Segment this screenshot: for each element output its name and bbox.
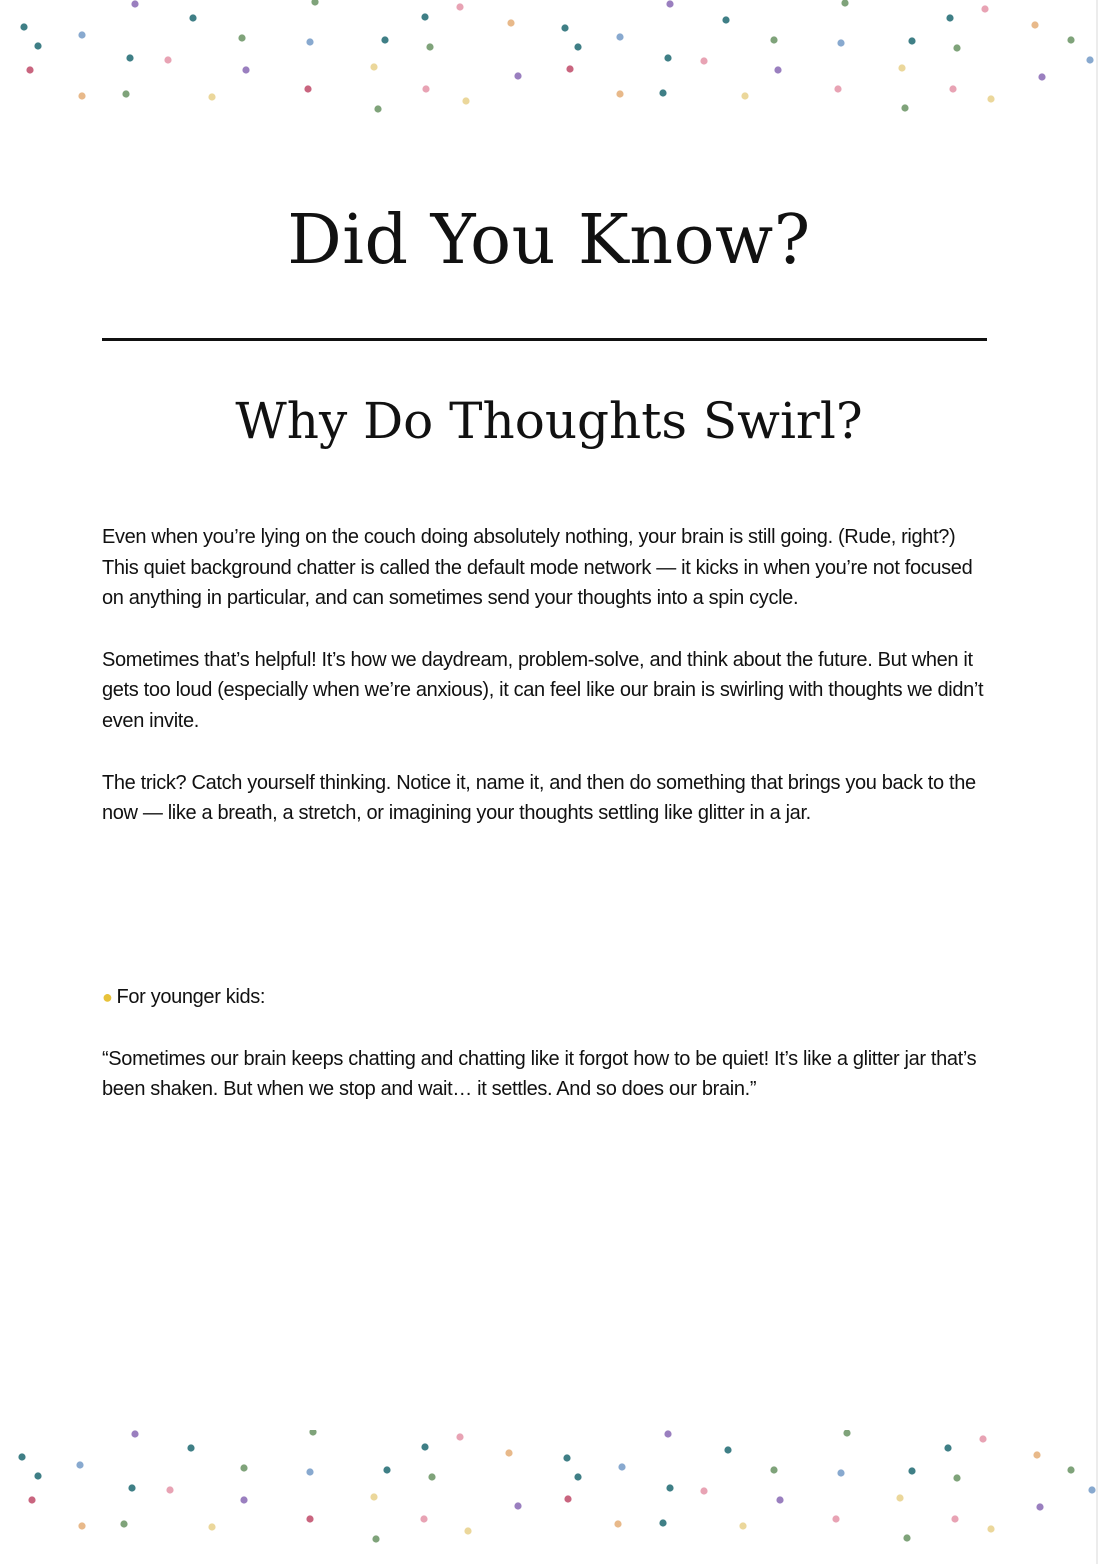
confetti-dot [76, 1461, 83, 1468]
confetti-dot [616, 90, 623, 97]
confetti-dot [131, 0, 138, 7]
confetti-dot [464, 1527, 471, 1534]
confetti-dot [949, 85, 956, 92]
confetti-dot [574, 1473, 581, 1480]
confetti-dot [370, 63, 377, 70]
confetti-dot [700, 1487, 707, 1494]
confetti-dot [700, 57, 707, 64]
confetti-dot [1038, 73, 1045, 80]
confetti-dot [561, 24, 568, 31]
article-body [102, 522, 992, 860]
confetti-dot [311, 0, 318, 6]
paragraph-3: The trick? Catch yourself thinking. Notice it, name it, and then do something that brings you back to the now — like a breath, a stretch, or imagining your thoughts settling like glitter in a jar. [102, 771, 976, 825]
confetti-dot [208, 1523, 215, 1530]
confetti-dot [120, 1520, 127, 1527]
confetti-dot [306, 1515, 313, 1522]
confetti-bottom-border [0, 1430, 1098, 1555]
confetti-dot [1033, 1451, 1040, 1458]
confetti-dot [166, 1486, 173, 1493]
confetti-dot [659, 1519, 666, 1526]
confetti-dot [616, 33, 623, 40]
confetti-dot [566, 65, 573, 72]
confetti-dot [462, 97, 469, 104]
confetti-dot [238, 34, 245, 41]
confetti-dot [774, 66, 781, 73]
confetti-dot [901, 104, 908, 111]
confetti-dot [843, 1430, 850, 1437]
confetti-dot [987, 1525, 994, 1532]
confetti-dot [383, 1466, 390, 1473]
confetti-dot [421, 13, 428, 20]
tip-heading [102, 982, 992, 1013]
confetti-dot [946, 14, 953, 21]
paragraph-2: Sometimes that’s helpful! It’s how we daydream, problem-solve, and think about the future. But when it gets too loud (especially when we’re anxious), it can feel like our brain is swirling with thoughts we didn’t even invite. [102, 648, 984, 732]
confetti-dot [456, 3, 463, 10]
paragraph-1: Even when you’re lying on the couch doing absolutely nothing, your brain is still going. (Rude, right?) This quiet background chatter is called the default mode network — it kicks in when you’re not focused on anything in particular, and can sometimes send your thoughts into a spin cycle. [102, 526, 973, 610]
confetti-dot [208, 93, 215, 100]
confetti-dot [240, 1464, 247, 1471]
confetti-dot [20, 23, 27, 30]
confetti-dot [164, 56, 171, 63]
confetti-dot [908, 37, 915, 44]
confetti-dot [428, 1473, 435, 1480]
confetti-dot [903, 1534, 910, 1541]
confetti-dot [374, 105, 381, 112]
page-title: Did You Know? [287, 201, 811, 280]
tip-quote: “Sometimes our brain keeps chatting and chatting like it forgot how to be quiet! It’s like a glitter jar that’s been shaken. But when we stop and wait… it settles. And so does our brain.” [102, 1047, 977, 1101]
tip-label: For younger kids: [116, 986, 266, 1008]
title-divider [102, 338, 987, 341]
confetti-dot [574, 43, 581, 50]
confetti-dot [666, 0, 673, 7]
confetti-dot [981, 5, 988, 12]
confetti-dot [26, 66, 33, 73]
confetti-dot [896, 1494, 903, 1501]
confetti-dot [1036, 1503, 1043, 1510]
confetti-dot [1088, 1486, 1095, 1493]
confetti-dot [421, 1443, 428, 1450]
confetti-dot [304, 85, 311, 92]
confetti-dot [953, 44, 960, 51]
confetti-dot [306, 38, 313, 45]
confetti-dot [514, 72, 521, 79]
confetti-dot [564, 1495, 571, 1502]
confetti-dot [724, 1446, 731, 1453]
confetti-dot [78, 31, 85, 38]
confetti-dot [1067, 1466, 1074, 1473]
confetti-dot [505, 1449, 512, 1456]
confetti-dot [722, 16, 729, 23]
confetti-dot [770, 1466, 777, 1473]
confetti-dot [614, 1520, 621, 1527]
confetti-dot [1067, 36, 1074, 43]
confetti-dot [189, 14, 196, 21]
confetti-dot [78, 92, 85, 99]
confetti-dot [242, 66, 249, 73]
confetti-dot [131, 1430, 138, 1437]
confetti-dot [741, 92, 748, 99]
confetti-dot [979, 1435, 986, 1442]
confetti-dot [309, 1430, 316, 1436]
confetti-dot [34, 1472, 41, 1479]
confetti-dot [664, 1430, 671, 1437]
confetti-dot [841, 0, 848, 7]
confetti-dot [834, 85, 841, 92]
confetti-dot [664, 54, 671, 61]
confetti-dot [306, 1468, 313, 1475]
confetti-dot [126, 54, 133, 61]
younger-kids-tip [102, 982, 992, 1136]
confetti-dot [837, 39, 844, 46]
confetti-dot [34, 42, 41, 49]
confetti-dot [898, 64, 905, 71]
confetti-dot [951, 1515, 958, 1522]
confetti-top-border [0, 0, 1098, 125]
confetti-dot [659, 89, 666, 96]
confetti-dot [507, 19, 514, 26]
confetti-dot [832, 1515, 839, 1522]
confetti-dot [908, 1467, 915, 1474]
confetti-dot [456, 1433, 463, 1440]
confetti-dot [944, 1444, 951, 1451]
confetti-dot [240, 1496, 247, 1503]
confetti-dot [122, 90, 129, 97]
confetti-dot [666, 1484, 673, 1491]
confetti-dot [953, 1474, 960, 1481]
confetti-dot [1031, 21, 1038, 28]
confetti-dot [370, 1493, 377, 1500]
confetti-dot [1086, 56, 1093, 63]
confetti-dot [776, 1496, 783, 1503]
confetti-dot [18, 1453, 25, 1460]
confetti-dot [28, 1496, 35, 1503]
confetti-dot [422, 85, 429, 92]
confetti-dot [381, 36, 388, 43]
confetti-dot [78, 1522, 85, 1529]
confetti-dot [426, 43, 433, 50]
lightbulb-icon: ● [102, 987, 113, 1007]
confetti-dot [187, 1444, 194, 1451]
confetti-dot [987, 95, 994, 102]
confetti-dot [372, 1535, 379, 1542]
confetti-dot [618, 1463, 625, 1470]
confetti-dot [563, 1454, 570, 1461]
section-heading: Why Do Thoughts Swirl? [235, 392, 863, 450]
confetti-dot [739, 1522, 746, 1529]
confetti-dot [770, 36, 777, 43]
confetti-dot [420, 1515, 427, 1522]
confetti-dot [837, 1469, 844, 1476]
confetti-dot [128, 1484, 135, 1491]
confetti-dot [514, 1502, 521, 1509]
